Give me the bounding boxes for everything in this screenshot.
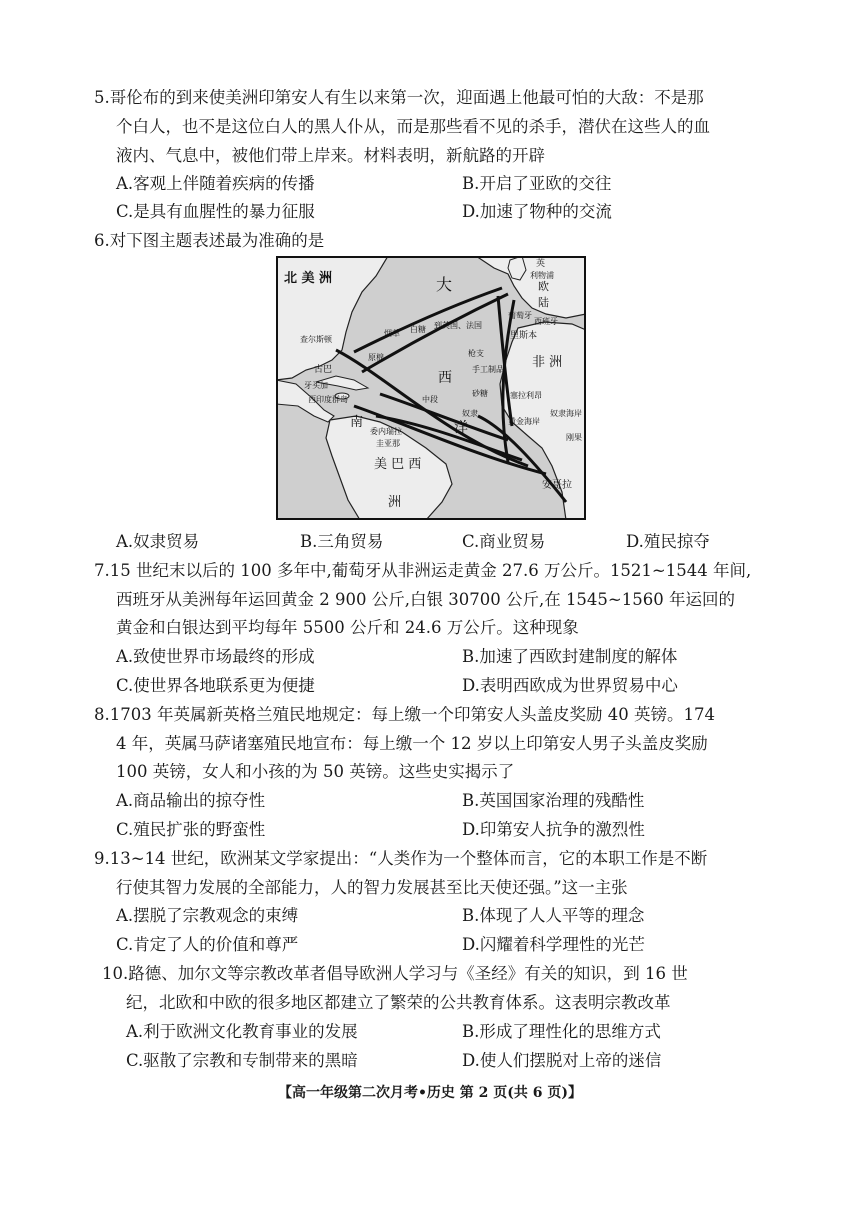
q10-option-d: D.使人们摆脱对上帝的迷信 [462,1051,662,1070]
q5-stem-line1: 5.哥伦布的到来使美洲印第安人有生以来第一次，迎面遇上他最可怕的大敌：不是那 [94,88,704,107]
label-europe: 欧 [538,280,549,293]
q7-option-c: C.使世界各地联系更为便捷 [116,676,315,695]
q8-stem-line2: 4 年，英属马萨诸塞殖民地宣布：每上缴一个 12 岁以上印第安人男子头盖皮奖励 [116,734,708,753]
q9-stem-line2: 行使其智力发展的全部能力，人的智力发展甚至比天使还强。”这一主张 [116,878,628,897]
label-xi: 西 [438,370,452,386]
q6-option-a: A.奴隶贸易 [116,532,200,551]
q8-option-c: C.殖民扩张的野蛮性 [116,820,266,839]
q5-option-d: D.加速了物种的交流 [462,202,612,221]
label-guyana: 圭亚那 [376,439,400,448]
q5-stem-line3: 液内、气息中，被他们带上岸来。材料表明，新航路的开辟 [116,146,545,165]
q7-stem-line1: 7.15 世纪末以后的 100 多年中,葡萄牙从非洲运走黄金 27.6 万公斤。1521~1544 年间, [94,561,752,580]
q6-option-b: B.三角贸易 [300,532,384,551]
label-south: 南 [350,415,364,430]
label-north-america: 北 美 洲 [284,271,333,286]
label-sugar: 砂糖 [472,389,488,398]
q8-option-b: B.英国国家治理的残酷性 [462,791,645,810]
q10-option-a: A.利于欧洲文化教育事业的发展 [126,1022,358,1041]
label-da: 大 [436,275,453,294]
q10-option-c: C.驱散了宗教和专制带来的黑暗 [126,1051,358,1070]
q10-stem-line2: 纪，北欧和中欧的很多地区都建立了繁荣的公共教育体系。这表明宗教改革 [126,993,671,1012]
triangular-trade-map [276,256,586,520]
q6-option-d: D.殖民掠夺 [626,532,710,551]
label-africa: 非 洲 [532,355,563,370]
q9-option-d: D.闪耀着科学理性的光芒 [462,935,645,954]
q5-option-c: C.是具有血腥性的暴力征服 [116,202,315,221]
page-footer: 【高一年级第二次月考•历史 第 2 页(共 6 页)】 [277,1085,583,1101]
q8-option-a: A.商品输出的掠夺性 [116,791,266,810]
label-gold-coast: 黄金海岸 [508,417,540,426]
label-lisbon: 里斯本 [510,331,538,341]
label-jamaica: 牙买加 [304,381,328,390]
q9-option-a: A.摆脱了宗教观念的束缚 [116,906,299,925]
label-britain: 英 [536,259,546,269]
label-angola: 安哥拉 [542,480,572,491]
q9-option-b: B.体现了人人平等的理念 [462,906,645,925]
q5-stem-line2: 个白人，也不是这位白人的黑人仆从，而是那些看不见的杀手，潜伏在这些人的血 [116,117,710,136]
q7-stem-line2: 西班牙从美洲每年运回黄金 2 900 公斤,白银 30700 公斤,在 1545~1560 年运回的 [116,590,735,609]
label-charleston: 查尔斯顿 [300,335,332,344]
q7-stem-line3: 黄金和白银达到平均每年 5500 公斤和 24.6 万公斤。这种现象 [116,618,579,637]
label-rum: 白糖 [410,325,426,334]
label-liverpool: 利物浦 [530,271,554,280]
label-guns: 枪支 [468,349,484,358]
q8-stem-line1: 8.1703 年英属新英格兰殖民地规定：每上缴一个印第安人头盖皮奖励 40 英镑。174 [94,705,715,724]
label-slave-coast: 奴隶海岸 [550,409,582,418]
q6-option-c: C.商业贸易 [462,532,546,551]
label-cuba: 古巴 [314,365,333,375]
q9-stem-line1: 9.13~14 世纪，欧洲某文学家提出：“人类作为一个整体而言，它的本职工作是不断 [94,849,708,868]
q5-option-b: B.开启了亚欧的交往 [462,174,612,193]
q7-option-d: D.表明西欧成为世界贸易中心 [462,676,678,695]
label-spain: 西班牙 [534,317,558,326]
q5-option-a: A.客观上伴随着疾病的传播 [116,174,315,193]
q8-option-d: D.印第安人抗争的激烈性 [462,820,645,839]
q9-option-c: C.肯定了人的价值和尊严 [116,935,299,954]
label-congo: 刚果 [566,433,582,442]
label-middle: 中段 [422,395,438,404]
q10-option-b: B.形成了理性化的思维方式 [462,1022,661,1041]
label-south-america: 美 巴 西 [374,457,422,472]
q7-option-b: B.加速了西欧封建制度的解体 [462,647,678,666]
label-goods: 手工制品 [472,365,504,374]
label-lu: 陆 [538,296,549,309]
label-portugal: 葡萄牙 [508,311,532,320]
q10-stem-line1: 10.路德、加尔文等宗教改革者倡导欧洲人学习与《圣经》有关的知识，到 16 世 [102,964,688,983]
q8-stem-line3: 100 英镑，女人和小孩的为 50 英镑。这些史实揭示了 [116,762,515,781]
label-venezuela: 委内瑞拉 [370,427,402,436]
q6-stem-line1: 6.对下图主题表述最为准确的是 [94,231,325,250]
label-west-indies: 西印度群岛 [308,395,348,404]
label-yang: 洋 [454,420,468,436]
label-tobacco: 烟草 [384,329,400,338]
label-slaves: 奴隶 [462,409,478,418]
label-zhou: 洲 [388,495,402,510]
label-to-britain: 到英国、法国 [434,321,482,330]
q7-option-a: A.致使世界市场最终的形成 [116,647,315,666]
label-cotton: 原棉 [368,353,384,362]
label-sierra-leone: 塞拉利昂 [510,391,542,400]
